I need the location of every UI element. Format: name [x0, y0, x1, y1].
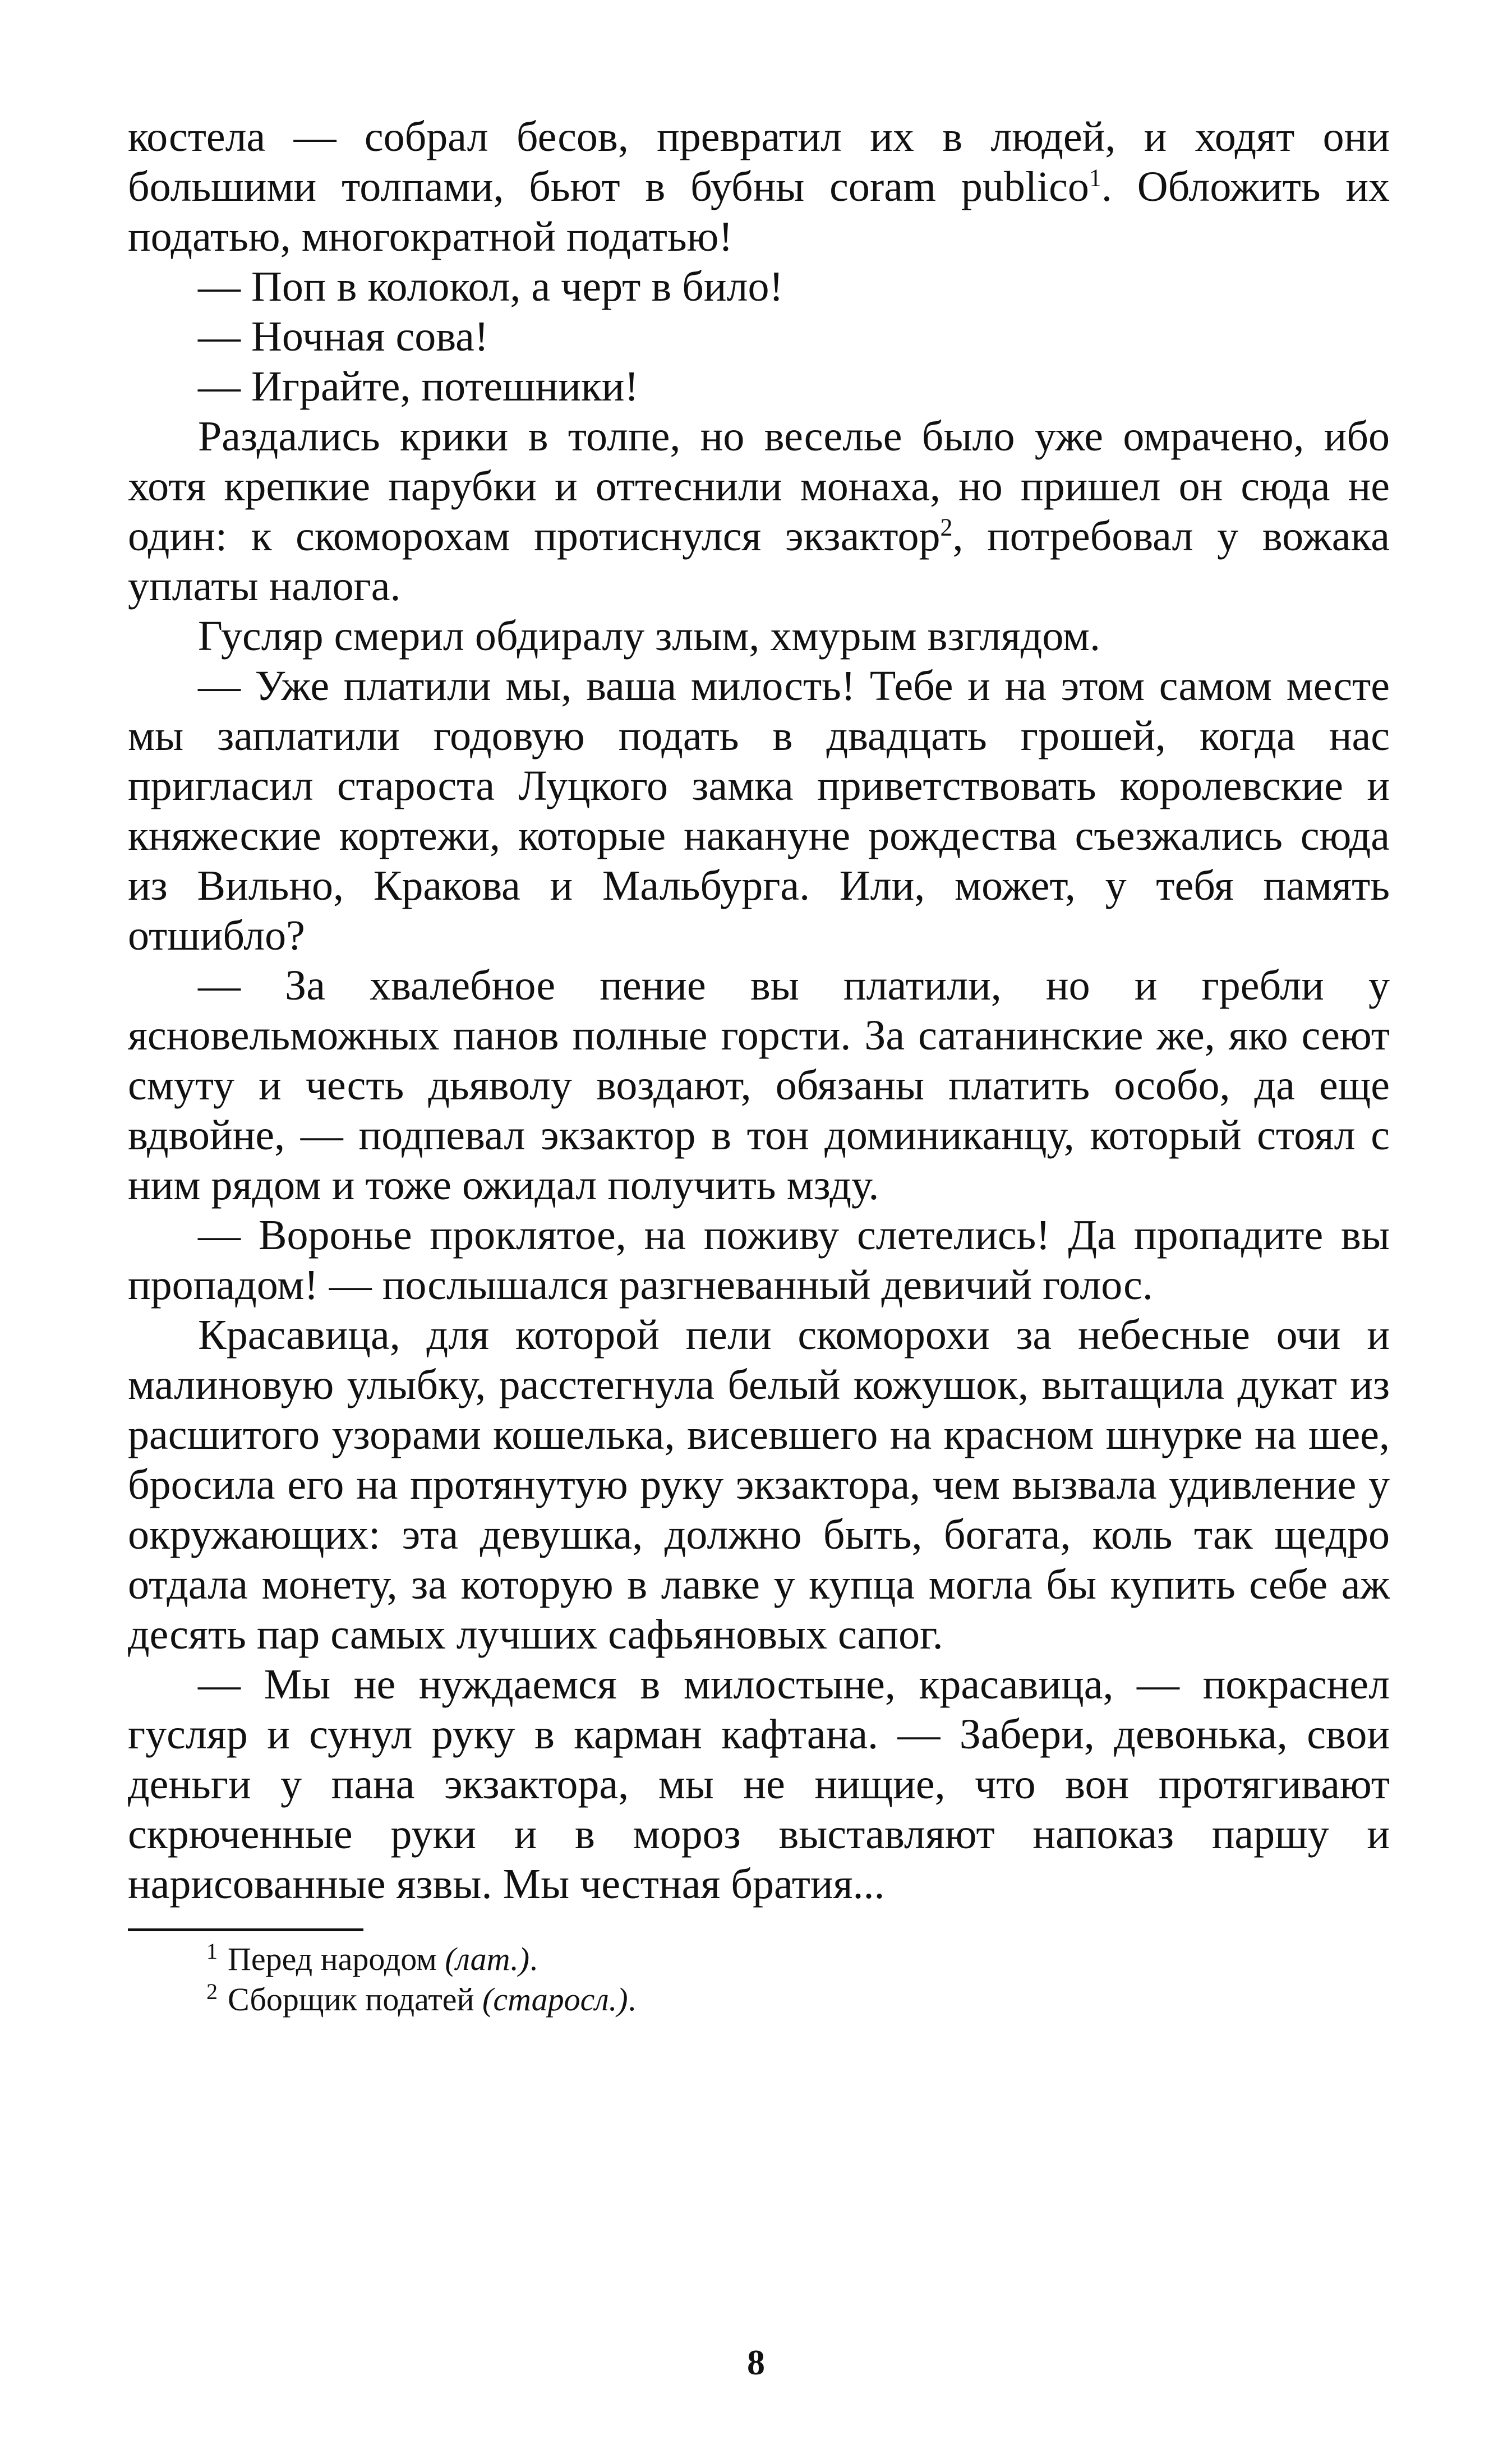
page-number: 8 — [747, 2342, 765, 2382]
dialog-line-1: — Поп в колокол, а черт в било! — [198, 263, 783, 310]
paragraph-1: костела — собрал бесов, превратил их в людей, и ходят они большими толпами, бьют в бубны coram publico$^1$. Обложить их податью, многократной податью! — [128, 113, 1390, 260]
footnote-1: $^1$ Перед народом (лат.). — [206, 1938, 538, 1977]
footnote-ref-1: 1 — [1089, 164, 1101, 192]
footnote-divider — [128, 1928, 363, 1931]
paragraph-4: Красавица, для которой пели скоморохи за небесные очи и малиновую улыбку, расстегнула белый кожушок, вытащила дукат из расшитого узорами кошелька, висевшего на красном шнурке на шее, бросила его на протянутую руку экзактора, чем вызвала удивление у окружающих: эта девушка, должно быть, богата, коль так щедро отдала монету, за которую в лавке у купца могла бы купить себе аж десять пар самых лучших сафьяновых сапог. — [128, 1311, 1390, 1658]
footnote-mark: 2 — [206, 1978, 218, 2004]
footnote-2: $^2$ Сборщик податей (старосл.). — [206, 1978, 637, 2018]
paragraph-3: Гусляр смерил обдиралу злым, хмурым взглядом. — [198, 613, 1101, 660]
page-body — [128, 112, 1390, 2020]
dialog-line-2: — Ночная сова! — [198, 313, 489, 360]
footnote-mark: 1 — [206, 1938, 218, 1964]
dialog-line-5: — За хвалебное пение вы платили, но и гребли у ясновельможных панов полные горсти. За сатанинские же, яко сеют смуту и честь дьяволу воздают, обязаны платить особо, да еще вдвойне, — подпевал экзактор в тон доминиканцу, который стоял с ним рядом и тоже ожидал получить мзду. — [128, 962, 1390, 1209]
dialog-line-4: — Уже платили мы, ваша милость! Тебе и на этом самом месте мы заплатили годовую подать в двадцать грошей, когда нас пригласил староста Луцкого замка приветствовать королевские и княжеские кортежи, которые накануне рождества съезжались сюда из Вильно, Кракова и Мальбурга. Или, может, у тебя память отшибло? — [128, 662, 1390, 959]
dialog-line-7: — Мы не нуждаемся в милостыне, красавица, — покраснел гусляр и сунул руку в карман кафтана. — Забери, девонька, свои деньги у пана экзактора, мы не нищие, что вон протягивают скрюченные руки и в мороз выставляют напоказ паршу и нарисованные язвы. Мы честная братия... — [128, 1661, 1390, 1908]
dialog-line-6: — Воронье проклятое, на поживу слетелись! Да пропадите вы пропадом! — послышался разгневанный девичий голос. — [128, 1212, 1390, 1309]
footnote-ref-2: 2 — [940, 513, 953, 541]
dialog-line-3: — Играйте, потешники! — [198, 363, 639, 410]
paragraph-2: Раздались крики в толпе, но веселье было уже омрачено, ибо хотя крепкие парубки и оттеснили монаха, но пришел он сюда не один: к скоморохам протиснулся экзактор$^2$, потребовал у вожака уплаты налога. — [128, 413, 1390, 610]
